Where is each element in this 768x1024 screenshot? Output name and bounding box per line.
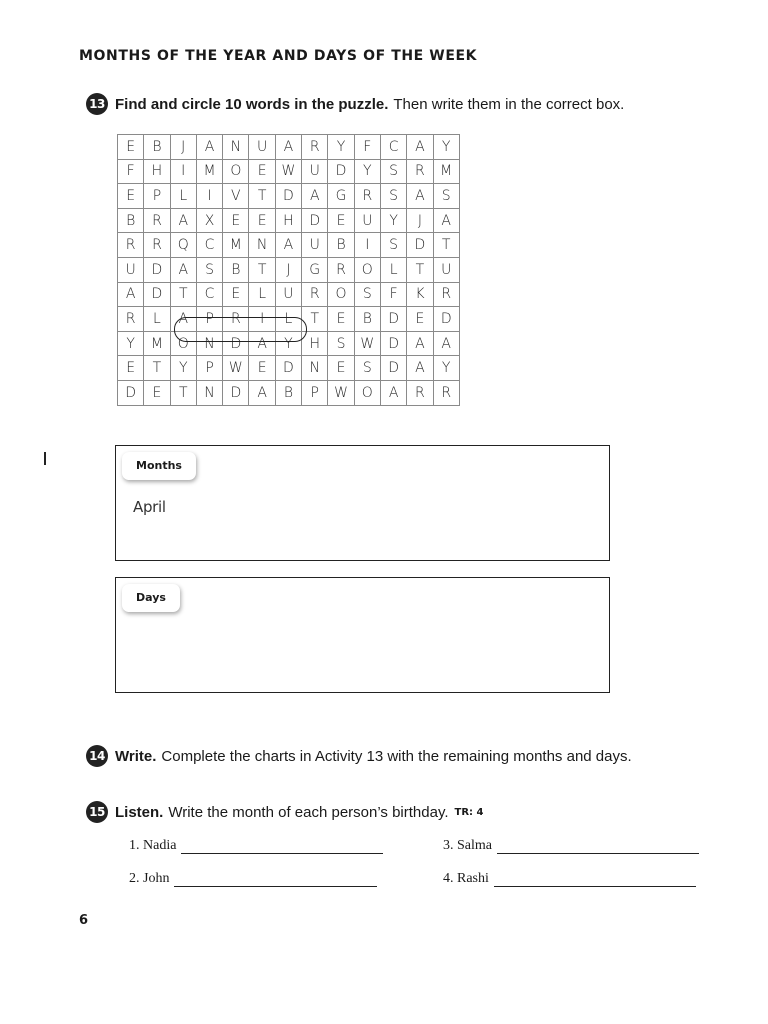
grid-cell[interactable]: A <box>275 233 301 258</box>
grid-row <box>118 208 460 233</box>
answer-line-1[interactable] <box>129 838 383 854</box>
activity-15-instruction <box>86 801 483 823</box>
months-box-label: Months <box>122 452 196 480</box>
activity-number-badge: 13 <box>86 93 108 115</box>
grid-cell[interactable]: T <box>144 356 170 381</box>
grid-row <box>118 135 460 160</box>
answer-blank[interactable] <box>494 874 696 887</box>
grid-cell[interactable]: K <box>407 282 433 307</box>
grid-row <box>118 159 460 184</box>
activity-14-instruction <box>86 745 632 767</box>
answer-blank[interactable] <box>497 841 699 854</box>
grid-cell[interactable]: Y <box>328 135 354 160</box>
grid-cell[interactable]: E <box>249 159 275 184</box>
grid-cell[interactable]: U <box>118 257 144 282</box>
grid-cell[interactable]: E <box>118 184 144 209</box>
grid-cell[interactable]: L <box>275 307 301 332</box>
grid-cell[interactable]: O <box>328 282 354 307</box>
grid-cell[interactable]: S <box>328 331 354 356</box>
grid-cell[interactable]: C <box>196 233 222 258</box>
grid-row <box>118 282 460 307</box>
activity-13-instruction <box>86 93 624 115</box>
grid-cell[interactable]: E <box>118 356 144 381</box>
grid-cell[interactable]: S <box>354 282 380 307</box>
grid-cell[interactable]: U <box>433 257 459 282</box>
grid-cell[interactable]: A <box>275 135 301 160</box>
activity-instruction: Write the month of each person’s birthday. <box>168 803 449 821</box>
grid-cell[interactable]: B <box>223 257 249 282</box>
grid-cell[interactable]: S <box>196 257 222 282</box>
grid-cell[interactable]: D <box>275 356 301 381</box>
grid-cell[interactable]: A <box>433 331 459 356</box>
grid-cell[interactable]: D <box>407 233 433 258</box>
grid-cell[interactable]: E <box>223 208 249 233</box>
grid-row <box>118 184 460 209</box>
grid-cell[interactable]: R <box>433 380 459 405</box>
answer-label: 4. Rashi <box>443 871 489 886</box>
grid-cell[interactable]: H <box>144 159 170 184</box>
grid-cell[interactable]: S <box>433 184 459 209</box>
grid-cell[interactable]: E <box>249 356 275 381</box>
grid-cell[interactable]: L <box>170 184 196 209</box>
grid-cell[interactable]: D <box>328 159 354 184</box>
grid-cell[interactable]: R <box>118 307 144 332</box>
grid-cell[interactable]: E <box>328 208 354 233</box>
grid-cell[interactable]: N <box>223 135 249 160</box>
grid-cell[interactable]: R <box>433 282 459 307</box>
grid-cell[interactable]: A <box>196 135 222 160</box>
answer-line-4[interactable] <box>443 871 696 887</box>
activity-lead: Find and circle 10 words in the puzzle. <box>115 95 389 113</box>
grid-cell[interactable]: D <box>380 356 406 381</box>
activity-lead: Listen. <box>115 803 164 821</box>
grid-cell[interactable]: A <box>170 257 196 282</box>
grid-row <box>118 331 460 356</box>
grid-cell[interactable]: U <box>249 135 275 160</box>
grid-cell[interactable]: S <box>380 159 406 184</box>
grid-cell[interactable]: J <box>170 135 196 160</box>
grid-cell[interactable]: M <box>433 159 459 184</box>
grid-cell[interactable]: S <box>380 184 406 209</box>
answer-blank[interactable] <box>181 841 383 854</box>
grid-cell[interactable]: A <box>433 208 459 233</box>
grid-cell[interactable]: Q <box>170 233 196 258</box>
grid-cell[interactable]: L <box>249 282 275 307</box>
grid-cell[interactable]: B <box>328 233 354 258</box>
grid-cell[interactable]: T <box>249 257 275 282</box>
grid-cell[interactable]: P <box>302 380 328 405</box>
grid-cell[interactable]: D <box>380 331 406 356</box>
word-search-grid <box>117 134 460 406</box>
grid-cell[interactable]: C <box>380 135 406 160</box>
grid-cell[interactable]: E <box>328 307 354 332</box>
grid-cell[interactable]: U <box>302 233 328 258</box>
grid-cell[interactable]: I <box>196 184 222 209</box>
track-label: TR: 4 <box>454 806 484 818</box>
grid-cell[interactable]: T <box>170 380 196 405</box>
grid-cell[interactable]: E <box>223 282 249 307</box>
grid-cell[interactable]: W <box>328 380 354 405</box>
grid-cell[interactable]: R <box>223 307 249 332</box>
grid-cell[interactable]: D <box>302 208 328 233</box>
grid-cell[interactable]: D <box>223 380 249 405</box>
grid-cell[interactable]: V <box>223 184 249 209</box>
grid-cell[interactable]: M <box>196 159 222 184</box>
grid-cell[interactable]: H <box>275 208 301 233</box>
grid-cell[interactable]: P <box>196 307 222 332</box>
grid-cell[interactable]: N <box>302 356 328 381</box>
grid-cell[interactable]: D <box>144 282 170 307</box>
grid-cell[interactable]: A <box>249 380 275 405</box>
grid-cell[interactable]: E <box>144 380 170 405</box>
page-number: 6 <box>79 913 89 928</box>
grid-cell[interactable]: T <box>249 184 275 209</box>
grid-cell[interactable]: R <box>407 380 433 405</box>
grid-cell[interactable]: U <box>302 159 328 184</box>
grid-cell[interactable]: Y <box>433 356 459 381</box>
word-search-puzzle <box>117 134 460 406</box>
grid-cell[interactable]: R <box>407 159 433 184</box>
grid-cell[interactable]: D <box>433 307 459 332</box>
page-title: MONTHS OF THE YEAR AND DAYS OF THE WEEK <box>79 48 478 64</box>
grid-cell[interactable]: E <box>118 135 144 160</box>
grid-cell[interactable]: O <box>223 159 249 184</box>
grid-cell[interactable]: I <box>170 159 196 184</box>
grid-cell[interactable]: G <box>328 184 354 209</box>
grid-cell[interactable]: T <box>433 233 459 258</box>
grid-cell[interactable]: W <box>275 159 301 184</box>
grid-row <box>118 356 460 381</box>
grid-cell[interactable]: A <box>407 184 433 209</box>
grid-cell[interactable]: M <box>144 331 170 356</box>
grid-cell[interactable]: T <box>170 282 196 307</box>
grid-cell[interactable]: G <box>302 257 328 282</box>
grid-cell[interactable]: A <box>407 135 433 160</box>
grid-cell[interactable]: R <box>354 184 380 209</box>
days-answer-box[interactable] <box>115 577 610 693</box>
grid-cell[interactable]: L <box>380 257 406 282</box>
grid-row <box>118 257 460 282</box>
activity-number-badge: 14 <box>86 745 108 767</box>
grid-cell[interactable]: N <box>196 380 222 405</box>
answer-line-3[interactable] <box>443 838 699 854</box>
grid-cell[interactable]: B <box>354 307 380 332</box>
grid-cell[interactable]: B <box>144 135 170 160</box>
grid-cell[interactable]: J <box>407 208 433 233</box>
grid-cell[interactable]: R <box>118 233 144 258</box>
grid-cell[interactable]: F <box>354 135 380 160</box>
grid-cell[interactable]: B <box>118 208 144 233</box>
grid-row <box>118 233 460 258</box>
margin-mark <box>44 452 46 465</box>
grid-cell[interactable]: R <box>144 208 170 233</box>
grid-cell[interactable]: P <box>144 184 170 209</box>
grid-cell[interactable]: I <box>249 307 275 332</box>
grid-cell[interactable]: O <box>170 331 196 356</box>
grid-cell[interactable]: X <box>196 208 222 233</box>
days-box-label: Days <box>122 584 180 612</box>
grid-cell[interactable]: L <box>144 307 170 332</box>
grid-cell[interactable]: R <box>302 135 328 160</box>
grid-cell[interactable]: N <box>249 233 275 258</box>
grid-cell[interactable]: A <box>170 307 196 332</box>
answer-label: 3. Salma <box>443 838 492 853</box>
grid-cell[interactable]: S <box>380 233 406 258</box>
answer-label: 2. John <box>129 871 170 886</box>
grid-cell[interactable]: R <box>302 282 328 307</box>
activity-instruction: Complete the charts in Activity 13 with the remaining months and days. <box>161 747 632 765</box>
grid-cell[interactable]: A <box>118 282 144 307</box>
grid-cell[interactable]: Y <box>170 356 196 381</box>
grid-cell[interactable]: Y <box>380 208 406 233</box>
grid-cell[interactable]: A <box>170 208 196 233</box>
answer-line-2[interactable] <box>129 871 377 887</box>
grid-cell[interactable]: R <box>328 257 354 282</box>
grid-cell[interactable]: Y <box>354 159 380 184</box>
grid-cell[interactable]: D <box>380 307 406 332</box>
grid-cell[interactable]: S <box>354 356 380 381</box>
grid-cell[interactable]: J <box>275 257 301 282</box>
grid-cell[interactable]: R <box>144 233 170 258</box>
grid-cell[interactable]: H <box>302 331 328 356</box>
months-example-answer: April <box>133 498 166 516</box>
grid-cell[interactable]: B <box>275 380 301 405</box>
grid-cell[interactable]: I <box>354 233 380 258</box>
grid-cell[interactable]: E <box>328 356 354 381</box>
grid-cell[interactable]: W <box>223 356 249 381</box>
grid-cell[interactable]: D <box>118 380 144 405</box>
grid-cell[interactable]: A <box>380 380 406 405</box>
grid-cell[interactable]: N <box>196 331 222 356</box>
grid-cell[interactable]: M <box>223 233 249 258</box>
grid-cell[interactable]: C <box>196 282 222 307</box>
grid-row <box>118 307 460 332</box>
grid-cell[interactable]: Y <box>433 135 459 160</box>
answer-label: 1. Nadia <box>129 838 177 853</box>
activity-number-badge: 15 <box>86 801 108 823</box>
grid-cell[interactable]: A <box>407 331 433 356</box>
grid-cell[interactable]: U <box>354 208 380 233</box>
grid-cell[interactable]: F <box>380 282 406 307</box>
grid-cell[interactable]: A <box>407 356 433 381</box>
grid-cell[interactable]: U <box>275 282 301 307</box>
grid-cell[interactable]: O <box>354 257 380 282</box>
grid-cell[interactable]: A <box>302 184 328 209</box>
grid-cell[interactable]: Y <box>275 331 301 356</box>
activity-lead: Write. <box>115 747 157 765</box>
grid-cell[interactable]: E <box>249 208 275 233</box>
grid-cell[interactable]: D <box>223 331 249 356</box>
months-answer-box[interactable] <box>115 445 610 561</box>
grid-row <box>118 380 460 405</box>
grid-cell[interactable]: T <box>407 257 433 282</box>
grid-cell[interactable]: E <box>407 307 433 332</box>
grid-cell[interactable]: Y <box>118 331 144 356</box>
grid-cell[interactable]: T <box>302 307 328 332</box>
grid-cell[interactable]: O <box>354 380 380 405</box>
grid-cell[interactable]: D <box>275 184 301 209</box>
answer-blank[interactable] <box>174 874 377 887</box>
grid-cell[interactable]: A <box>249 331 275 356</box>
grid-cell[interactable]: F <box>118 159 144 184</box>
activity-instruction: Then write them in the correct box. <box>393 95 625 113</box>
grid-cell[interactable]: W <box>354 331 380 356</box>
grid-cell[interactable]: D <box>144 257 170 282</box>
grid-cell[interactable]: P <box>196 356 222 381</box>
